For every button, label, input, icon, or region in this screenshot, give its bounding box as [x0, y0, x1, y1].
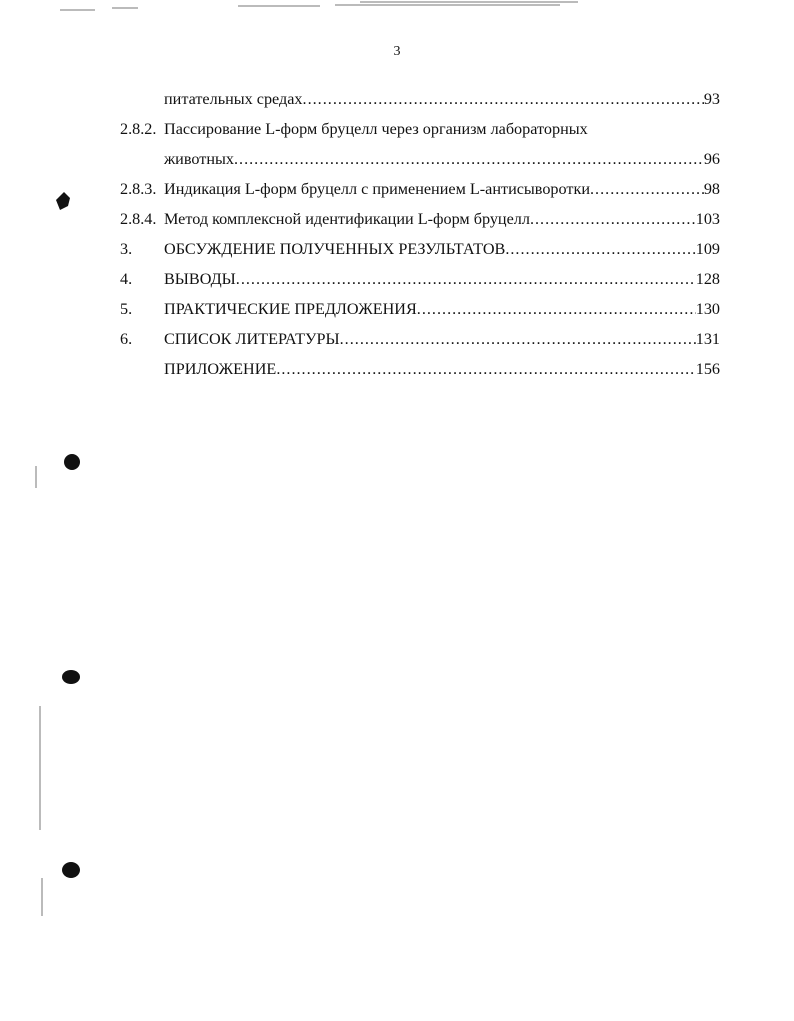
toc-leader	[590, 180, 704, 199]
toc-title: животных	[164, 150, 234, 168]
toc-row	[0, 210, 794, 234]
punch-hole-4	[62, 862, 80, 878]
toc-title: ОБСУЖДЕНИЕ ПОЛУЧЕННЫХ РЕЗУЛЬТАТОВ	[164, 240, 506, 258]
toc-number: 5.	[120, 300, 133, 318]
toc-title: Индикация L-форм бруцелл с применением L-антисыворотки	[164, 180, 590, 198]
toc-page: 131	[695, 330, 720, 348]
toc-row	[0, 180, 794, 204]
toc-number: 2.8.3.	[120, 180, 157, 198]
toc-number: 2.8.4.	[120, 210, 157, 228]
toc-number: 4.	[120, 270, 133, 288]
punch-hole-2	[64, 454, 80, 470]
toc-title: питательных средах	[164, 90, 303, 108]
toc-row	[0, 120, 794, 144]
toc-title: ВЫВОДЫ	[164, 270, 236, 288]
toc-page: 130	[695, 300, 720, 318]
toc-leader	[505, 240, 695, 259]
toc-row	[0, 360, 794, 384]
toc-title: СПИСОК ЛИТЕРАТУРЫ	[164, 330, 340, 348]
toc-leader	[303, 90, 704, 109]
toc-number: 6.	[120, 330, 133, 348]
toc-page: 98	[703, 180, 720, 198]
toc-row	[0, 330, 794, 354]
toc-leader	[340, 330, 696, 349]
toc-number: 2.8.2.	[120, 120, 157, 138]
toc-row	[0, 90, 794, 114]
punch-hole-3	[62, 670, 80, 684]
toc-page: 103	[695, 210, 720, 228]
toc-number: 3.	[120, 240, 133, 258]
toc-leader	[530, 210, 696, 229]
toc-row	[0, 300, 794, 324]
toc-page: 128	[695, 270, 720, 288]
toc-leader	[417, 300, 696, 319]
toc-page: 96	[703, 150, 720, 168]
toc-title: ПРАКТИЧЕСКИЕ ПРЕДЛОЖЕНИЯ	[164, 300, 417, 318]
toc-title: Пассирование L-форм бруцелл через организм лабораторных	[164, 120, 588, 138]
toc-page: 156	[695, 360, 720, 378]
toc-row	[0, 270, 794, 294]
toc-title: ПРИЛОЖЕНИЕ	[164, 360, 277, 378]
toc-leader	[234, 150, 704, 169]
toc-page: 109	[695, 240, 720, 258]
toc-page: 93	[703, 90, 720, 108]
toc-row	[0, 240, 794, 264]
page-number: 3	[393, 44, 401, 59]
toc-leader	[236, 270, 696, 289]
toc-leader	[276, 360, 695, 379]
toc-row	[0, 150, 794, 174]
toc-title: Метод комплексной идентификации L-форм бруцелл	[164, 210, 530, 228]
